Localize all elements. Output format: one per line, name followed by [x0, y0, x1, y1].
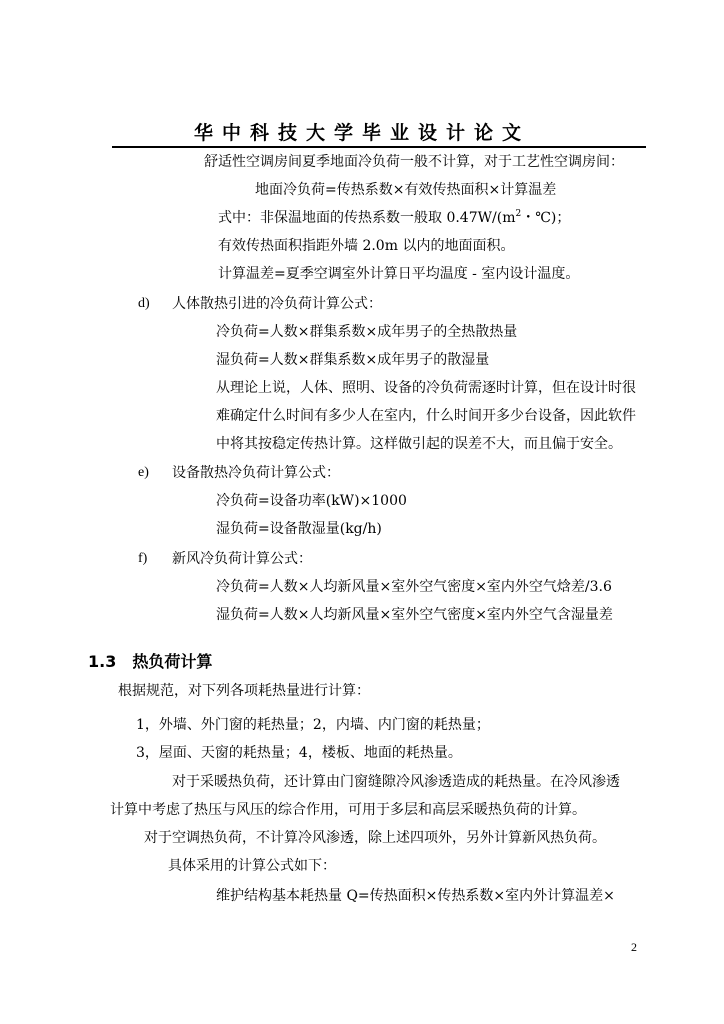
- paragraph-line: 根据规范，对下列各项耗热量进行计算：: [118, 683, 370, 699]
- section-number: 1.3: [88, 652, 117, 671]
- paragraph-line: 3，屋面、天窗的耗热量；4，楼板、地面的耗热量。: [136, 745, 462, 761]
- section-title: 热负荷计算: [132, 652, 213, 671]
- text-line: 有效传热面积指距外墙 2.0m 以内的地面面积。: [218, 238, 515, 254]
- list-marker-e: e): [138, 465, 149, 480]
- formula-line: 冷负荷=设备功率(kW)×1000: [216, 493, 407, 509]
- paragraph-line: 具体采用的计算公式如下：: [168, 858, 336, 874]
- header-rule: [112, 146, 646, 148]
- text-line: 中将其按稳定传热计算。这样做引起的误差不大，而且偏于安全。: [216, 436, 622, 452]
- text-line: [218, 208, 570, 228]
- paragraph-line: 对于空调热负荷，不计算冷风渗透，除上述四项外，另外计算新风热负荷。: [144, 830, 606, 846]
- list-marker-d: d): [138, 296, 150, 311]
- paragraph-line: 计算中考虑了热压与风压的综合作用，可用于多层和高层采暖热负荷的计算。: [110, 802, 586, 818]
- list-item-title: 设备散热冷负荷计算公式：: [172, 465, 340, 481]
- formula-line: 湿负荷=设备散湿量(kg/h): [216, 521, 382, 537]
- text-line: 从理论上说，人体、照明、设备的冷负荷需逐时计算，但在设计时很: [216, 380, 636, 396]
- text-segment: 式中：非保温地面的传热系数一般取 0.47W/(m: [218, 210, 516, 226]
- formula-line: 湿负荷=人数×群集系数×成年男子的散湿量: [216, 352, 490, 368]
- paragraph-line: 1，外墙、外门窗的耗热量；2，内墙、内门窗的耗热量；: [136, 717, 490, 733]
- formula-line: 冷负荷=人数×群集系数×成年男子的全热散热量: [216, 324, 518, 340]
- section-heading: [88, 649, 212, 672]
- formula-line: 湿负荷=人数×人均新风量×室外空气密度×室内外空气含湿量差: [216, 607, 613, 623]
- text-line: 计算温差=夏季空调室外计算日平均温度 - 室内设计温度。: [218, 266, 580, 282]
- list-item-title: 新风冷负荷计算公式：: [172, 551, 312, 567]
- superscript: 2: [515, 209, 522, 219]
- text-line: 舒适性空调房间夏季地面冷负荷一般不计算，对于工艺性空调房间：: [204, 154, 624, 170]
- page-header-title: 华中科技大学毕业设计论文: [193, 122, 530, 144]
- list-marker-f: f): [138, 551, 148, 566]
- list-item-title: 人体散热引进的冷负荷计算公式：: [172, 296, 382, 312]
- formula-line: 冷负荷=人数×人均新风量×室外空气密度×室内外空气焓差/3.6: [216, 579, 612, 595]
- text-segment: ・℃)；: [521, 210, 571, 226]
- formula-line: 地面冷负荷=传热系数×有效传热面积×计算温差: [255, 182, 557, 198]
- page-number: 2: [631, 940, 637, 954]
- paragraph-line: 对于采暖热负荷，还计算由门窗缝隙冷风渗透造成的耗热量。在冷风渗透: [172, 774, 620, 790]
- text-line: 难确定什么时间有多少人在室内，什么时间开多少台设备，因此软件: [216, 408, 636, 424]
- paragraph-line: 维护结构基本耗热量 Q=传热面积×传热系数×室内外计算温差×: [216, 888, 615, 904]
